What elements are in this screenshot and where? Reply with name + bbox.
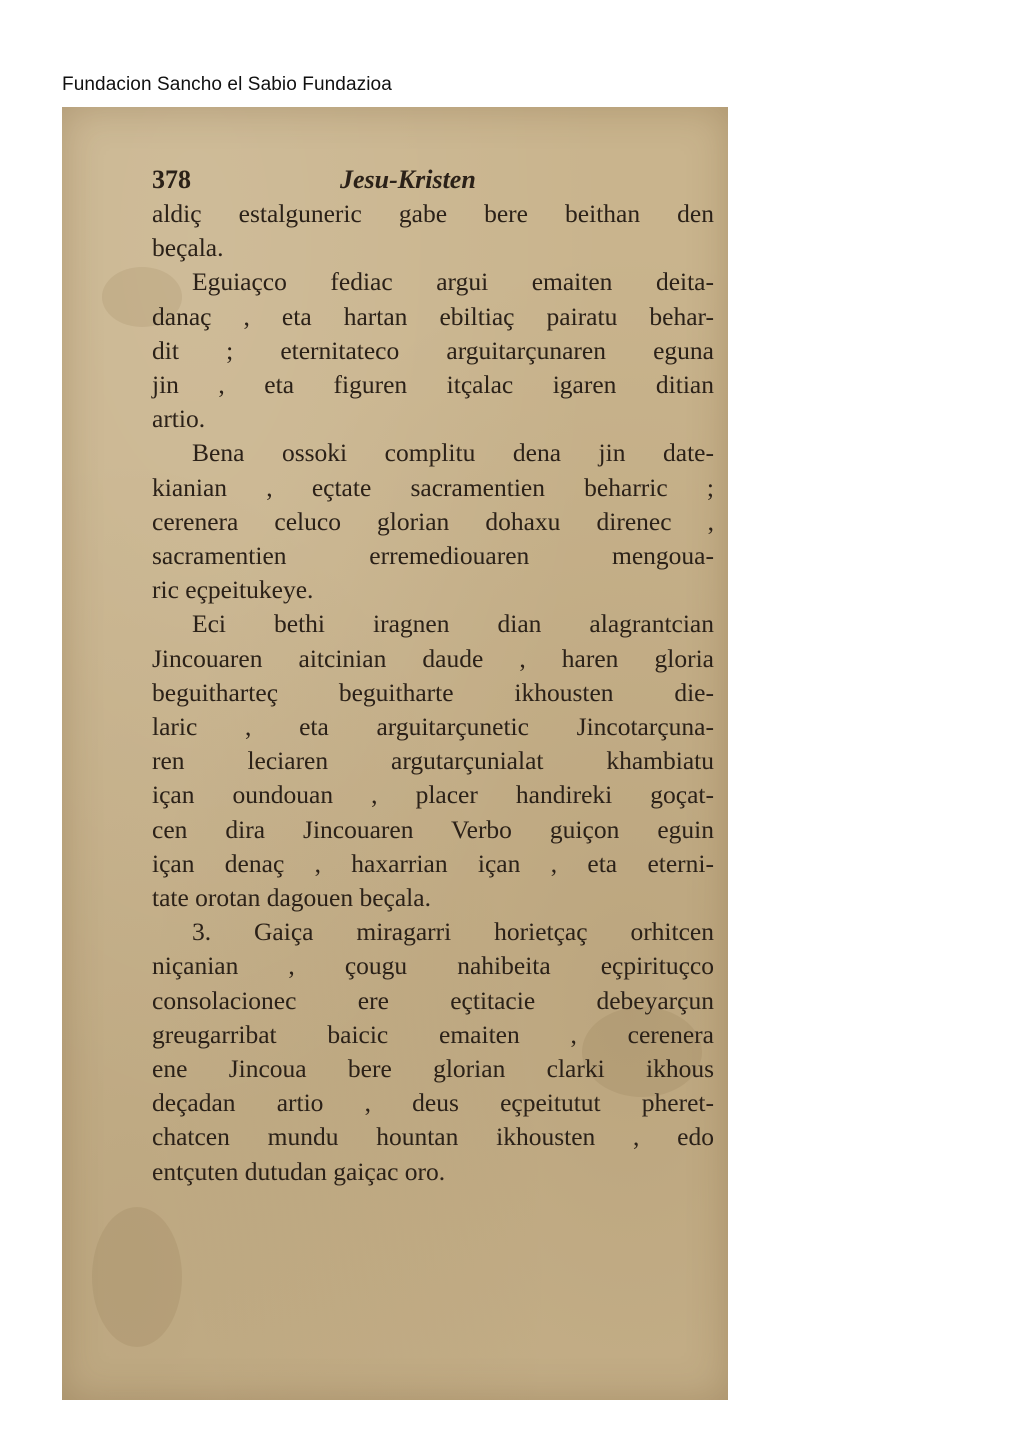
text-line: aldiç estalguneric gabe bere beithan den [152,199,714,228]
text-line: Eci bethi iragnen dian alagrantcian [192,609,714,639]
page-text [152,163,714,1189]
scanned-page [62,107,728,1400]
text-line: içan oundouan , placer handireki goçat- [152,780,714,810]
text-line: cerenera celuco glorian dohaxu direnec , [152,506,714,536]
text-line: 3. Gaiça miragarri horietçaç orhitcen [192,917,714,947]
text-line: cen dira Jincouaren Verbo guiçon eguin [152,814,714,844]
text-line: ren leciaren argutarçunialat khambiatu [152,746,714,776]
text-line: niçanian , çougu nahibeita eçpirituçco [152,951,714,981]
archive-header: Fundacion Sancho el Sabio Fundazioa [62,74,392,95]
text-line: laric , eta arguitarçunetic Jincotarçuna- [152,712,714,742]
text-line: consolacionec ere eçtitacie debeyarçun [152,985,714,1015]
running-head [152,163,714,197]
text-line: tate orotan dagouen beçala. [152,883,431,913]
text-line: danaç , eta hartan ebiltiaç pairatu behar- [152,301,714,331]
text-line: beçala. [152,233,224,263]
running-title: Jesu-Kristen [340,165,476,194]
text-line: kianian , eçtate sacramentien beharric ; [152,472,714,502]
text-line: chatcen mundu hountan ikhousten , edo [152,1122,714,1152]
text-line: deçadan artio , deus eçpeitutut pheret- [152,1088,714,1118]
text-line: Eguiaçco fediac argui emaiten deita- [192,267,714,297]
text-line: artio. [152,404,206,434]
text-line: dit ; eternitateco arguitarçunaren eguna [152,335,714,365]
text-line: jin , eta figuren itçalac igaren ditian [152,370,714,400]
text-line: içan denaç , haxarrian içan , eta eterni- [152,848,714,878]
page-number: 378 [152,165,191,194]
text-line: beguitharteç beguitharte ikhousten die- [152,677,714,707]
paper-stain [92,1207,182,1347]
text-line: sacramentien erremediouaren mengoua- [152,541,714,571]
text-line: Jincouaren aitcinian daude , haren gloria [152,643,714,673]
text-line: entçuten dutudan gaiçac oro. [152,1156,446,1186]
text-line: Bena ossoki complitu dena jin date- [192,438,714,468]
text-line: ene Jincoua bere glorian clarki ikhous [152,1054,714,1084]
text-line: ric eçpeitukeye. [152,575,314,605]
text-line: greugarribat baicic emaiten , cerenera [152,1019,714,1049]
